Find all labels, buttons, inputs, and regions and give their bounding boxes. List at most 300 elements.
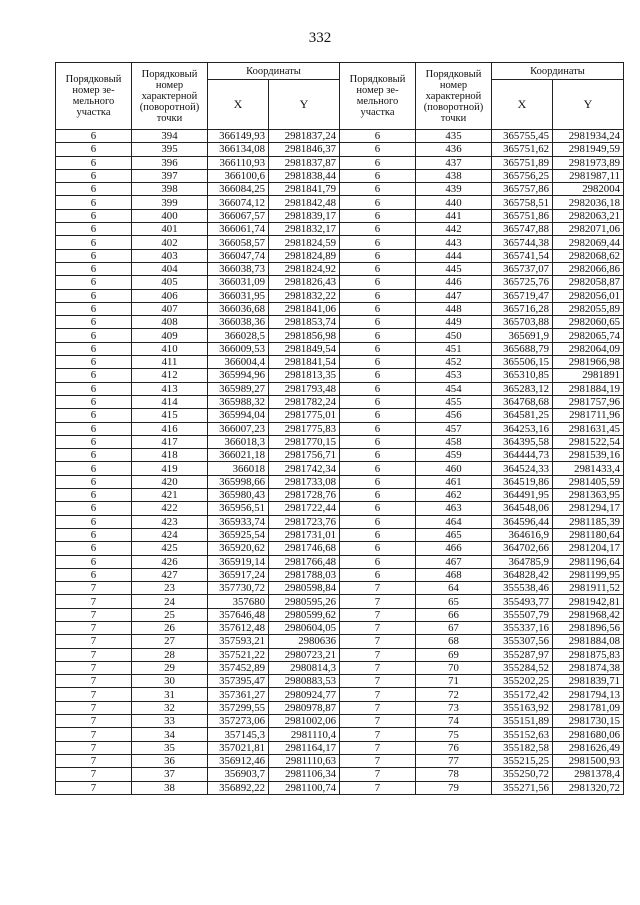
x-cell: 365758,51 [492,196,553,209]
parcel-cell: 7 [340,675,416,688]
point-cell: 396 [132,156,208,169]
y-cell: 2981874,38 [553,661,624,674]
y-cell: 2981164,17 [269,741,340,754]
x-cell: 357273,06 [208,715,269,728]
point-cell: 467 [416,555,492,568]
x-cell: 366031,95 [208,289,269,302]
y-cell: 2981631,45 [553,422,624,435]
y-cell: 2982063,21 [553,209,624,222]
y-cell: 2982058,87 [553,276,624,289]
point-cell: 399 [132,196,208,209]
point-cell: 37 [132,768,208,781]
parcel-cell: 7 [340,728,416,741]
point-cell: 397 [132,169,208,182]
point-cell: 465 [416,528,492,541]
x-cell: 365744,38 [492,236,553,249]
parcel-cell: 7 [56,648,132,661]
x-cell: 355172,42 [492,688,553,701]
y-cell: 2981730,15 [553,715,624,728]
parcel-cell: 6 [56,316,132,329]
y-cell: 2981968,42 [553,608,624,621]
point-cell: 401 [132,223,208,236]
point-cell: 66 [416,608,492,621]
y-cell: 2981824,92 [269,262,340,275]
y-cell: 2981832,22 [269,289,340,302]
x-cell: 357593,21 [208,635,269,648]
parcel-cell: 6 [56,435,132,448]
parcel-cell: 6 [340,449,416,462]
x-cell: 365716,28 [492,302,553,315]
point-cell: 420 [132,475,208,488]
parcel-cell: 6 [56,329,132,342]
point-cell: 438 [416,169,492,182]
point-cell: 456 [416,409,492,422]
point-cell: 27 [132,635,208,648]
y-cell: 2980598,84 [269,582,340,595]
y-cell: 2981813,35 [269,369,340,382]
x-cell: 364768,68 [492,395,553,408]
point-cell: 410 [132,342,208,355]
parcel-cell: 6 [56,502,132,515]
parcel-cell: 7 [56,688,132,701]
x-cell: 366058,57 [208,236,269,249]
x-cell: 355337,16 [492,621,553,634]
point-cell: 463 [416,502,492,515]
x-cell: 357680 [208,595,269,608]
x-cell: 366031,09 [208,276,269,289]
parcel-cell: 6 [56,409,132,422]
point-cell: 417 [132,435,208,448]
x-cell: 365506,15 [492,356,553,369]
point-cell: 442 [416,223,492,236]
y-cell: 2981793,48 [269,382,340,395]
y-cell: 2981849,54 [269,342,340,355]
table-row [56,528,624,541]
y-cell: 2981788,03 [269,568,340,581]
y-cell: 2982071,06 [553,223,624,236]
x-cell: 366009,53 [208,342,269,355]
table-row [56,768,624,781]
parcel-cell: 6 [56,130,132,143]
x-cell: 366038,36 [208,316,269,329]
parcel-cell: 6 [340,568,416,581]
parcel-cell: 6 [340,489,416,502]
table-row [56,688,624,701]
x-cell: 366067,57 [208,209,269,222]
table-row [56,741,624,754]
point-cell: 75 [416,728,492,741]
x-cell: 366028,5 [208,329,269,342]
point-cell: 405 [132,276,208,289]
x-cell: 357021,81 [208,741,269,754]
parcel-cell: 7 [56,635,132,648]
y-cell: 2981839,17 [269,209,340,222]
y-cell: 2980723,21 [269,648,340,661]
y-cell: 2981875,83 [553,648,624,661]
point-cell: 458 [416,435,492,448]
parcel-cell: 7 [56,741,132,754]
parcel-cell: 6 [340,169,416,182]
parcel-cell: 6 [340,316,416,329]
x-cell: 355493,77 [492,595,553,608]
y-cell: 2981766,48 [269,555,340,568]
x-cell: 366110,93 [208,156,269,169]
x-cell: 365755,45 [492,130,553,143]
x-cell: 364444,73 [492,449,553,462]
parcel-cell: 7 [56,661,132,674]
table-row [56,701,624,714]
table-row [56,475,624,488]
parcel-cell: 6 [340,249,416,262]
y-cell: 2980924,77 [269,688,340,701]
y-cell: 2981891 [553,369,624,382]
y-cell: 2981378,4 [553,768,624,781]
x-cell: 364395,58 [492,435,553,448]
parcel-cell: 6 [340,289,416,302]
parcel-cell: 6 [340,422,416,435]
table-body [56,130,624,795]
x-cell: 365919,14 [208,555,269,568]
table-row [56,595,624,608]
point-cell: 26 [132,621,208,634]
parcel-cell: 6 [56,515,132,528]
y-cell: 2981770,15 [269,435,340,448]
x-cell: 365703,88 [492,316,553,329]
header-x-right: X [492,80,553,130]
x-cell: 357299,55 [208,701,269,714]
y-cell: 2981841,79 [269,183,340,196]
y-cell: 2981110,63 [269,754,340,767]
parcel-cell: 7 [56,582,132,595]
point-cell: 69 [416,648,492,661]
point-cell: 36 [132,754,208,767]
table-row [56,316,624,329]
x-cell: 356903,7 [208,768,269,781]
y-cell: 2981884,08 [553,635,624,648]
x-cell: 366018 [208,462,269,475]
point-cell: 72 [416,688,492,701]
point-cell: 421 [132,489,208,502]
parcel-cell: 6 [340,435,416,448]
point-cell: 408 [132,316,208,329]
point-cell: 406 [132,289,208,302]
point-cell: 35 [132,741,208,754]
header-coordinates-left: Координаты [208,63,340,80]
table-row [56,196,624,209]
y-cell: 2981180,64 [553,528,624,541]
table-row [56,169,624,182]
parcel-cell: 7 [340,661,416,674]
point-cell: 462 [416,489,492,502]
parcel-cell: 6 [56,302,132,315]
point-cell: 466 [416,542,492,555]
point-cell: 440 [416,196,492,209]
parcel-cell: 6 [340,209,416,222]
table-row [56,369,624,382]
table-row [56,781,624,794]
parcel-cell: 7 [340,754,416,767]
x-cell: 366149,93 [208,130,269,143]
y-cell: 2980604,05 [269,621,340,634]
table-row [56,502,624,515]
y-cell: 2982064,09 [553,342,624,355]
parcel-cell: 6 [56,382,132,395]
y-cell: 2981826,43 [269,276,340,289]
point-cell: 423 [132,515,208,528]
parcel-cell: 6 [56,475,132,488]
parcel-cell: 6 [56,489,132,502]
parcel-cell: 6 [56,236,132,249]
parcel-cell: 6 [340,130,416,143]
y-cell: 2981794,13 [553,688,624,701]
parcel-cell: 6 [56,422,132,435]
point-cell: 444 [416,249,492,262]
parcel-cell: 6 [340,462,416,475]
y-cell: 2981942,81 [553,595,624,608]
point-cell: 407 [132,302,208,315]
table-row [56,542,624,555]
table-row [56,236,624,249]
table-row [56,276,624,289]
x-cell: 365725,76 [492,276,553,289]
parcel-cell: 7 [56,675,132,688]
y-cell: 2982068,62 [553,249,624,262]
table-row [56,449,624,462]
table-row [56,143,624,156]
point-cell: 24 [132,595,208,608]
y-cell: 2981723,76 [269,515,340,528]
parcel-cell: 7 [340,768,416,781]
point-cell: 460 [416,462,492,475]
x-cell: 365980,43 [208,489,269,502]
x-cell: 366038,73 [208,262,269,275]
y-cell: 2982066,86 [553,262,624,275]
x-cell: 355182,58 [492,741,553,754]
x-cell: 365994,04 [208,409,269,422]
point-cell: 447 [416,289,492,302]
x-cell: 355271,56 [492,781,553,794]
table-row [56,342,624,355]
x-cell: 364702,66 [492,542,553,555]
table-row [56,302,624,315]
x-cell: 357361,27 [208,688,269,701]
point-cell: 73 [416,701,492,714]
point-cell: 452 [416,356,492,369]
y-cell: 2980883,53 [269,675,340,688]
x-cell: 366021,18 [208,449,269,462]
x-cell: 357646,48 [208,608,269,621]
y-cell: 2981973,89 [553,156,624,169]
y-cell: 2981781,09 [553,701,624,714]
y-cell: 2981841,54 [269,356,340,369]
y-cell: 2980636 [269,635,340,648]
y-cell: 2981838,44 [269,169,340,182]
table-row [56,409,624,422]
parcel-cell: 6 [56,223,132,236]
table-row [56,183,624,196]
parcel-cell: 6 [340,196,416,209]
x-cell: 365751,89 [492,156,553,169]
x-cell: 366134,08 [208,143,269,156]
parcel-cell: 6 [340,262,416,275]
x-cell: 364581,25 [492,409,553,422]
x-cell: 365920,62 [208,542,269,555]
point-cell: 76 [416,741,492,754]
parcel-cell: 7 [340,648,416,661]
x-cell: 355307,56 [492,635,553,648]
x-cell: 355163,92 [492,701,553,714]
x-cell: 355202,25 [492,675,553,688]
parcel-cell: 6 [340,555,416,568]
parcel-cell: 6 [56,356,132,369]
point-cell: 395 [132,143,208,156]
parcel-cell: 6 [340,395,416,408]
parcel-cell: 6 [56,289,132,302]
point-cell: 71 [416,675,492,688]
parcel-cell: 6 [56,249,132,262]
parcel-cell: 7 [56,754,132,767]
header-parcel-number-right: Порядковый номер зе-мельного участка [340,63,416,130]
x-cell: 364785,9 [492,555,553,568]
parcel-cell: 6 [56,156,132,169]
x-cell: 355538,46 [492,582,553,595]
parcel-cell: 6 [56,542,132,555]
x-cell: 366004,4 [208,356,269,369]
parcel-cell: 6 [56,342,132,355]
parcel-cell: 6 [56,462,132,475]
parcel-cell: 6 [340,143,416,156]
point-cell: 422 [132,502,208,515]
header-coordinates-right: Координаты [492,63,624,80]
point-cell: 425 [132,542,208,555]
x-cell: 357612,48 [208,621,269,634]
table-row [56,223,624,236]
x-cell: 365719,47 [492,289,553,302]
x-cell: 366047,74 [208,249,269,262]
x-cell: 365989,27 [208,382,269,395]
parcel-cell: 7 [340,595,416,608]
x-cell: 365283,12 [492,382,553,395]
x-cell: 355507,79 [492,608,553,621]
point-cell: 418 [132,449,208,462]
y-cell: 2982069,44 [553,236,624,249]
y-cell: 2981196,64 [553,555,624,568]
table-row [56,515,624,528]
point-cell: 461 [416,475,492,488]
point-cell: 78 [416,768,492,781]
point-cell: 400 [132,209,208,222]
point-cell: 419 [132,462,208,475]
x-cell: 366018,3 [208,435,269,448]
table-row [56,582,624,595]
x-cell: 357521,22 [208,648,269,661]
y-cell: 2982004 [553,183,624,196]
point-cell: 79 [416,781,492,794]
x-cell: 355287,97 [492,648,553,661]
x-cell: 365933,74 [208,515,269,528]
point-cell: 435 [416,130,492,143]
parcel-cell: 6 [56,449,132,462]
x-cell: 365751,86 [492,209,553,222]
y-cell: 2981722,44 [269,502,340,515]
parcel-cell: 6 [340,329,416,342]
y-cell: 2981842,48 [269,196,340,209]
table-row [56,489,624,502]
x-cell: 366100,6 [208,169,269,182]
y-cell: 2981626,49 [553,741,624,754]
y-cell: 2981106,34 [269,768,340,781]
y-cell: 2981728,76 [269,489,340,502]
page-number: 332 [308,30,332,46]
y-cell: 2981884,19 [553,382,624,395]
y-cell: 2981841,06 [269,302,340,315]
parcel-cell: 6 [56,369,132,382]
x-cell: 357730,72 [208,582,269,595]
parcel-cell: 7 [56,595,132,608]
point-cell: 459 [416,449,492,462]
point-cell: 29 [132,661,208,674]
x-cell: 365747,88 [492,223,553,236]
table-row [56,648,624,661]
parcel-cell: 7 [56,621,132,634]
point-cell: 437 [416,156,492,169]
x-cell: 356892,22 [208,781,269,794]
y-cell: 2981294,17 [553,502,624,515]
x-cell: 364596,44 [492,515,553,528]
y-cell: 2981680,06 [553,728,624,741]
table-row [56,568,624,581]
point-cell: 453 [416,369,492,382]
x-cell: 364253,16 [492,422,553,435]
y-cell: 2982055,89 [553,302,624,315]
table-row [56,621,624,634]
parcel-cell: 6 [340,356,416,369]
point-cell: 464 [416,515,492,528]
table-row [56,156,624,169]
x-cell: 365310,85 [492,369,553,382]
y-cell: 2981839,71 [553,675,624,688]
parcel-cell: 6 [340,156,416,169]
x-cell: 365691,9 [492,329,553,342]
y-cell: 2981853,74 [269,316,340,329]
parcel-cell: 7 [340,701,416,714]
y-cell: 2981539,16 [553,449,624,462]
x-cell: 365917,24 [208,568,269,581]
point-cell: 454 [416,382,492,395]
parcel-cell: 7 [56,701,132,714]
header-point-number-left: Порядковый номер характерной (поворотной) точки [132,63,208,130]
x-cell: 365925,54 [208,528,269,541]
table-row [56,728,624,741]
y-cell: 2981837,24 [269,130,340,143]
x-cell: 355151,89 [492,715,553,728]
parcel-cell: 6 [340,183,416,196]
point-cell: 38 [132,781,208,794]
point-cell: 449 [416,316,492,329]
y-cell: 2980814,3 [269,661,340,674]
table-row [56,715,624,728]
table-row [56,675,624,688]
parcel-cell: 7 [340,621,416,634]
point-cell: 67 [416,621,492,634]
y-cell: 2980599,62 [269,608,340,621]
y-cell: 2981731,01 [269,528,340,541]
parcel-cell: 6 [340,276,416,289]
point-cell: 443 [416,236,492,249]
parcel-cell: 6 [340,223,416,236]
parcel-cell: 6 [340,369,416,382]
y-cell: 2981949,59 [553,143,624,156]
